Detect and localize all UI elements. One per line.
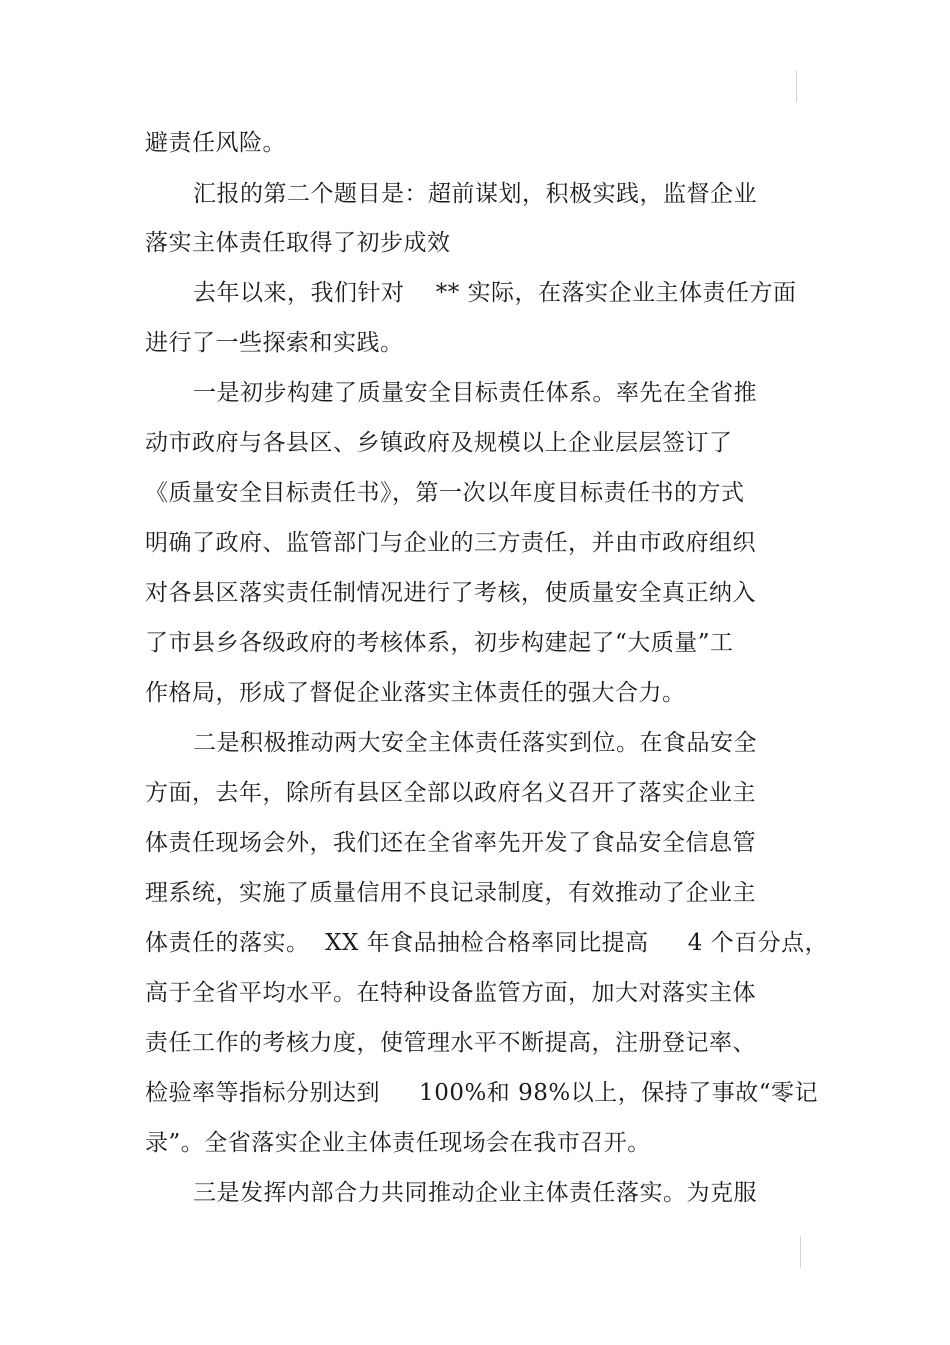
- margin-mark-top: [796, 70, 797, 102]
- text-line-11: 了市县乡各级政府的考核体系，初步构建起了“大质量”工: [145, 630, 734, 656]
- text-line-19: 责任工作的考核力度，使管理水平不断提高，注册登记率、: [145, 1030, 756, 1056]
- text-line-16: 理系统，实施了质量信用不良记录制度，有效推动了企业主: [145, 880, 756, 906]
- text-line-15: 体责任现场会外，我们还在全省率先开发了食品安全信息管: [145, 830, 756, 856]
- text-line-9: 明确了政府、监管部门与企业的三方责任，并由市政府组织: [145, 530, 756, 556]
- text-line-7: 动市政府与各县区、乡镇政府及规模以上企业层层签订了: [145, 430, 733, 456]
- text-line-22: 三是发挥内部合力共同推动企业主体责任落实。为克服: [193, 1180, 757, 1206]
- text-line-12: 作格局，形成了督促企业落实主体责任的强大合力。: [145, 680, 686, 706]
- text-line-4: 去年以来，我们针对 ** 实际，在落实企业主体责任方面: [193, 280, 797, 306]
- text-line-2: 汇报的第二个题目是：超前谋划，积极实践，监督企业: [193, 181, 757, 207]
- text-line-18: 高于全省平均水平。在特种设备监管方面，加大对落实主体: [145, 980, 756, 1006]
- text-line-8: 《质量安全目标责任书》，第一次以年度目标责任书的方式: [145, 480, 745, 506]
- text-line-10: 对各县区落实责任制情况进行了考核，使质量安全真正纳入: [145, 580, 756, 606]
- text-line-5: 进行了一些探索和实践。: [145, 330, 404, 356]
- text-line-20: 检验率等指标分别达到 100%和 98%以上，保持了事故“零记: [145, 1080, 818, 1106]
- text-line-3: 落实主体责任取得了初步成效: [145, 230, 451, 256]
- text-line-14: 方面，去年，除所有县区全部以政府名义召开了落实企业主: [145, 780, 756, 806]
- text-line-17: 体责任的落实。 XX 年食品抽检合格率同比提高 4 个百分点，: [145, 930, 829, 956]
- text-line-13: 二是积极推动两大安全主体责任落实到位。在食品安全: [193, 730, 757, 756]
- margin-mark-bottom: [800, 1236, 801, 1268]
- text-line-6: 一是初步构建了质量安全目标责任体系。率先在全省推: [193, 380, 757, 406]
- text-line-21: 录”。全省落实企业主体责任现场会在我市召开。: [145, 1130, 651, 1156]
- text-line-1: 避责任风险。: [145, 130, 286, 156]
